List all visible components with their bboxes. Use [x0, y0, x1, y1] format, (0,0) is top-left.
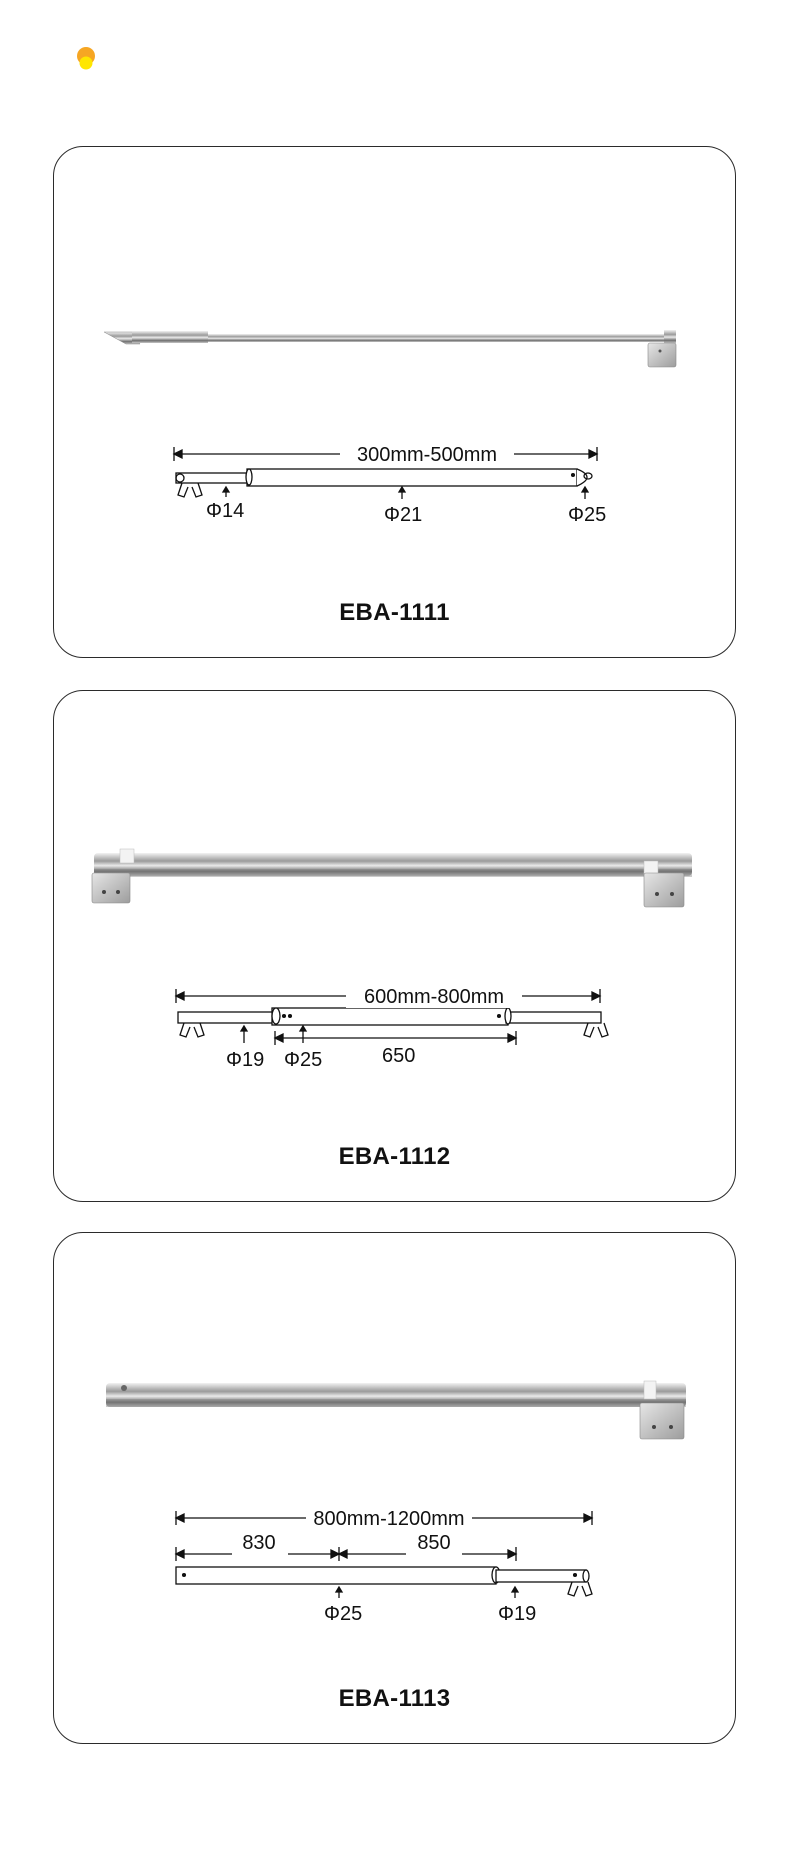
diameter-label-1: Φ19 — [226, 1049, 265, 1071]
product-card-eba-1111 — [53, 146, 736, 658]
diameter-label-3: Φ25 — [568, 504, 607, 526]
product-card-eba-1112 — [53, 690, 736, 1202]
rod-photo — [92, 849, 692, 907]
product-illustration — [54, 691, 737, 1203]
product-illustration — [54, 1233, 737, 1745]
diameter-label-2: Φ19 — [498, 1603, 537, 1625]
diameter-label-1: Φ25 — [324, 1603, 363, 1625]
brand-logo-icon — [76, 46, 96, 74]
range-label: 300mm-500mm — [356, 444, 498, 466]
segment-label-1: 830 — [242, 1532, 276, 1554]
range-label: 800mm-1200mm — [313, 1508, 465, 1530]
diameter-label-2: Φ25 — [284, 1049, 323, 1071]
rod-photo — [106, 1381, 686, 1439]
diameter-label-2: Φ21 — [384, 504, 423, 526]
segment-label-2: 850 — [417, 1532, 451, 1554]
product-card-eba-1113 — [53, 1232, 736, 1744]
range-label: 600mm-800mm — [363, 986, 505, 1008]
diameter-label-1: Φ14 — [206, 500, 245, 522]
model-number: EBA-1112 — [338, 1143, 451, 1170]
model-number: EBA-1113 — [338, 1685, 451, 1712]
rod-photo — [104, 330, 676, 367]
model-number: EBA-1111 — [339, 599, 450, 626]
product-illustration — [54, 147, 737, 659]
length-label: 650 — [382, 1045, 416, 1067]
